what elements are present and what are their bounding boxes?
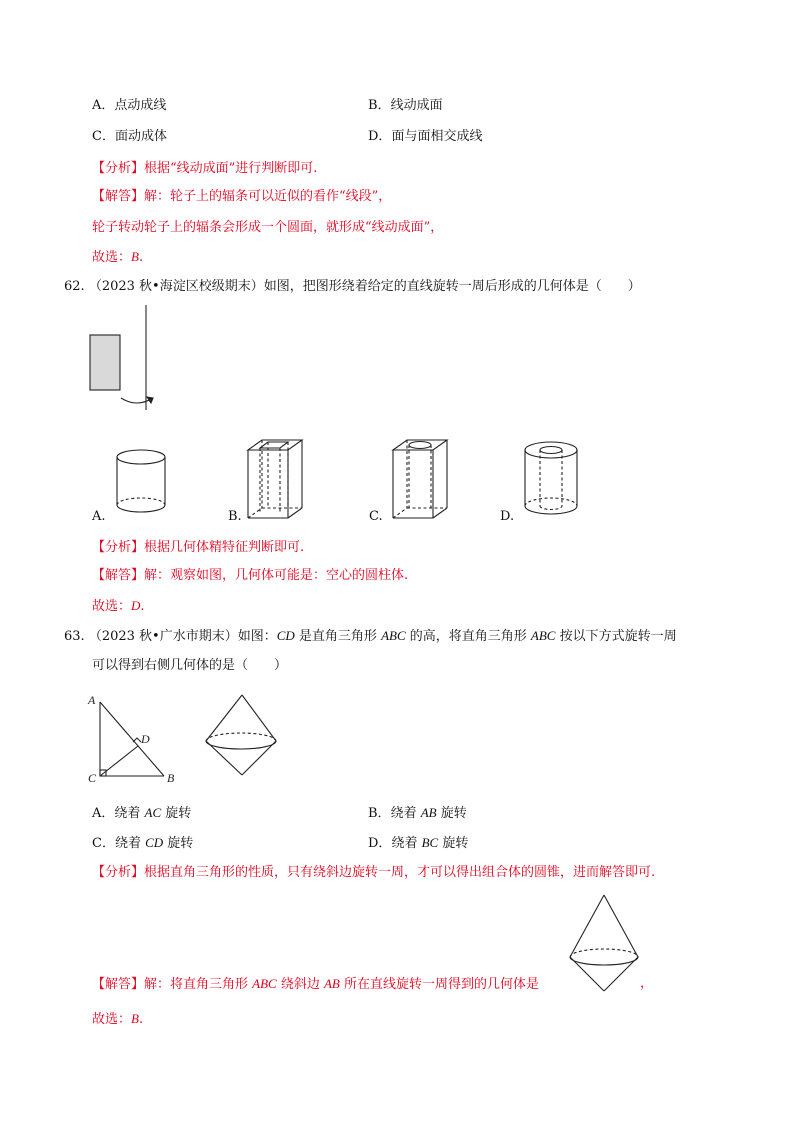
q61-option-c: C．面动成体 [92,129,167,144]
q62-choice: 故选：D. [92,598,145,614]
q63-triangle-figure [86,690,186,785]
q63-option-d: D．绕着 BC 旋转 [368,835,469,851]
q61-analysis: 【分析】根据“线动成面”进行判断即可. [92,161,318,176]
q62-option-b-hollow-prism [244,438,310,524]
q63-label-c: C [88,771,97,785]
q61-option-a: A．点动成线 [92,98,167,113]
q62-rotation-figure [85,300,165,410]
q63-answer-double-cone [566,893,646,997]
q62-option-c-label: C. [369,509,383,524]
q63-label-b: B [167,771,175,785]
q63-stem-line2: 可以得到右侧几何体的是（ ） [92,658,288,673]
q62-option-d-label: D. [500,509,515,524]
q63-choice: 故选：B. [92,1011,144,1027]
q63-answer: 【解答】解：将直角三角形 ABC 绕斜边 AB 所在直线旋转一周得到的几何体是 [92,976,540,992]
q61-choice: 故选：B. [92,249,144,265]
q62-answer: 【解答】解：观察如图，几何体可能是：空心的圆柱体. [92,568,409,583]
q63-label-d: D [141,732,150,746]
q61-option-d: D．面与面相交成线 [368,129,483,144]
q62-option-a-cylinder [113,447,173,519]
q63-answer-end: ， [640,976,654,991]
q62-option-d-hollow-cylinder [521,438,585,522]
q62-stem: 62. （2023 秋•海淀区校级期末）如图，把图形绕着给定的直线旋转一周后形成的几何体是（ ） [64,279,641,294]
q61-answer-line1: 【解答】解：轮子上的辐条可以近似的看作“线段”， [92,189,392,204]
q61-option-b: B．线动成面 [368,98,443,113]
q62-option-a-label: A. [92,509,106,524]
q62-option-b-label: B. [228,509,242,524]
q63-label-a: A [88,693,96,707]
q61-answer-line2: 轮子转动轮子上的辐条会形成一个圆面，就形成“线动成面”， [92,220,444,235]
q62-option-c-prism-round-hole [389,438,455,524]
q62-analysis: 【分析】根据几何体精特征判断即可. [92,540,305,555]
q63-option-b: B．绕着 AB 旋转 [368,805,467,821]
q63-option-c: C．绕着 CD 旋转 [92,835,194,851]
q63-stem-line1: 63. （2023 秋•广水市期末）如图：CD 是直角三角形 ABC 的高，将直角三角形 ABC 按以下方式旋转一周 [64,628,677,644]
q63-double-cone-figure [202,693,282,779]
q63-option-a: A．绕着 AC 旋转 [92,805,192,821]
q63-analysis: 【分析】根据直角三角形的性质，只有绕斜边旋转一周，才可以得出组合体的圆锥，进而解答即可. [92,865,656,880]
